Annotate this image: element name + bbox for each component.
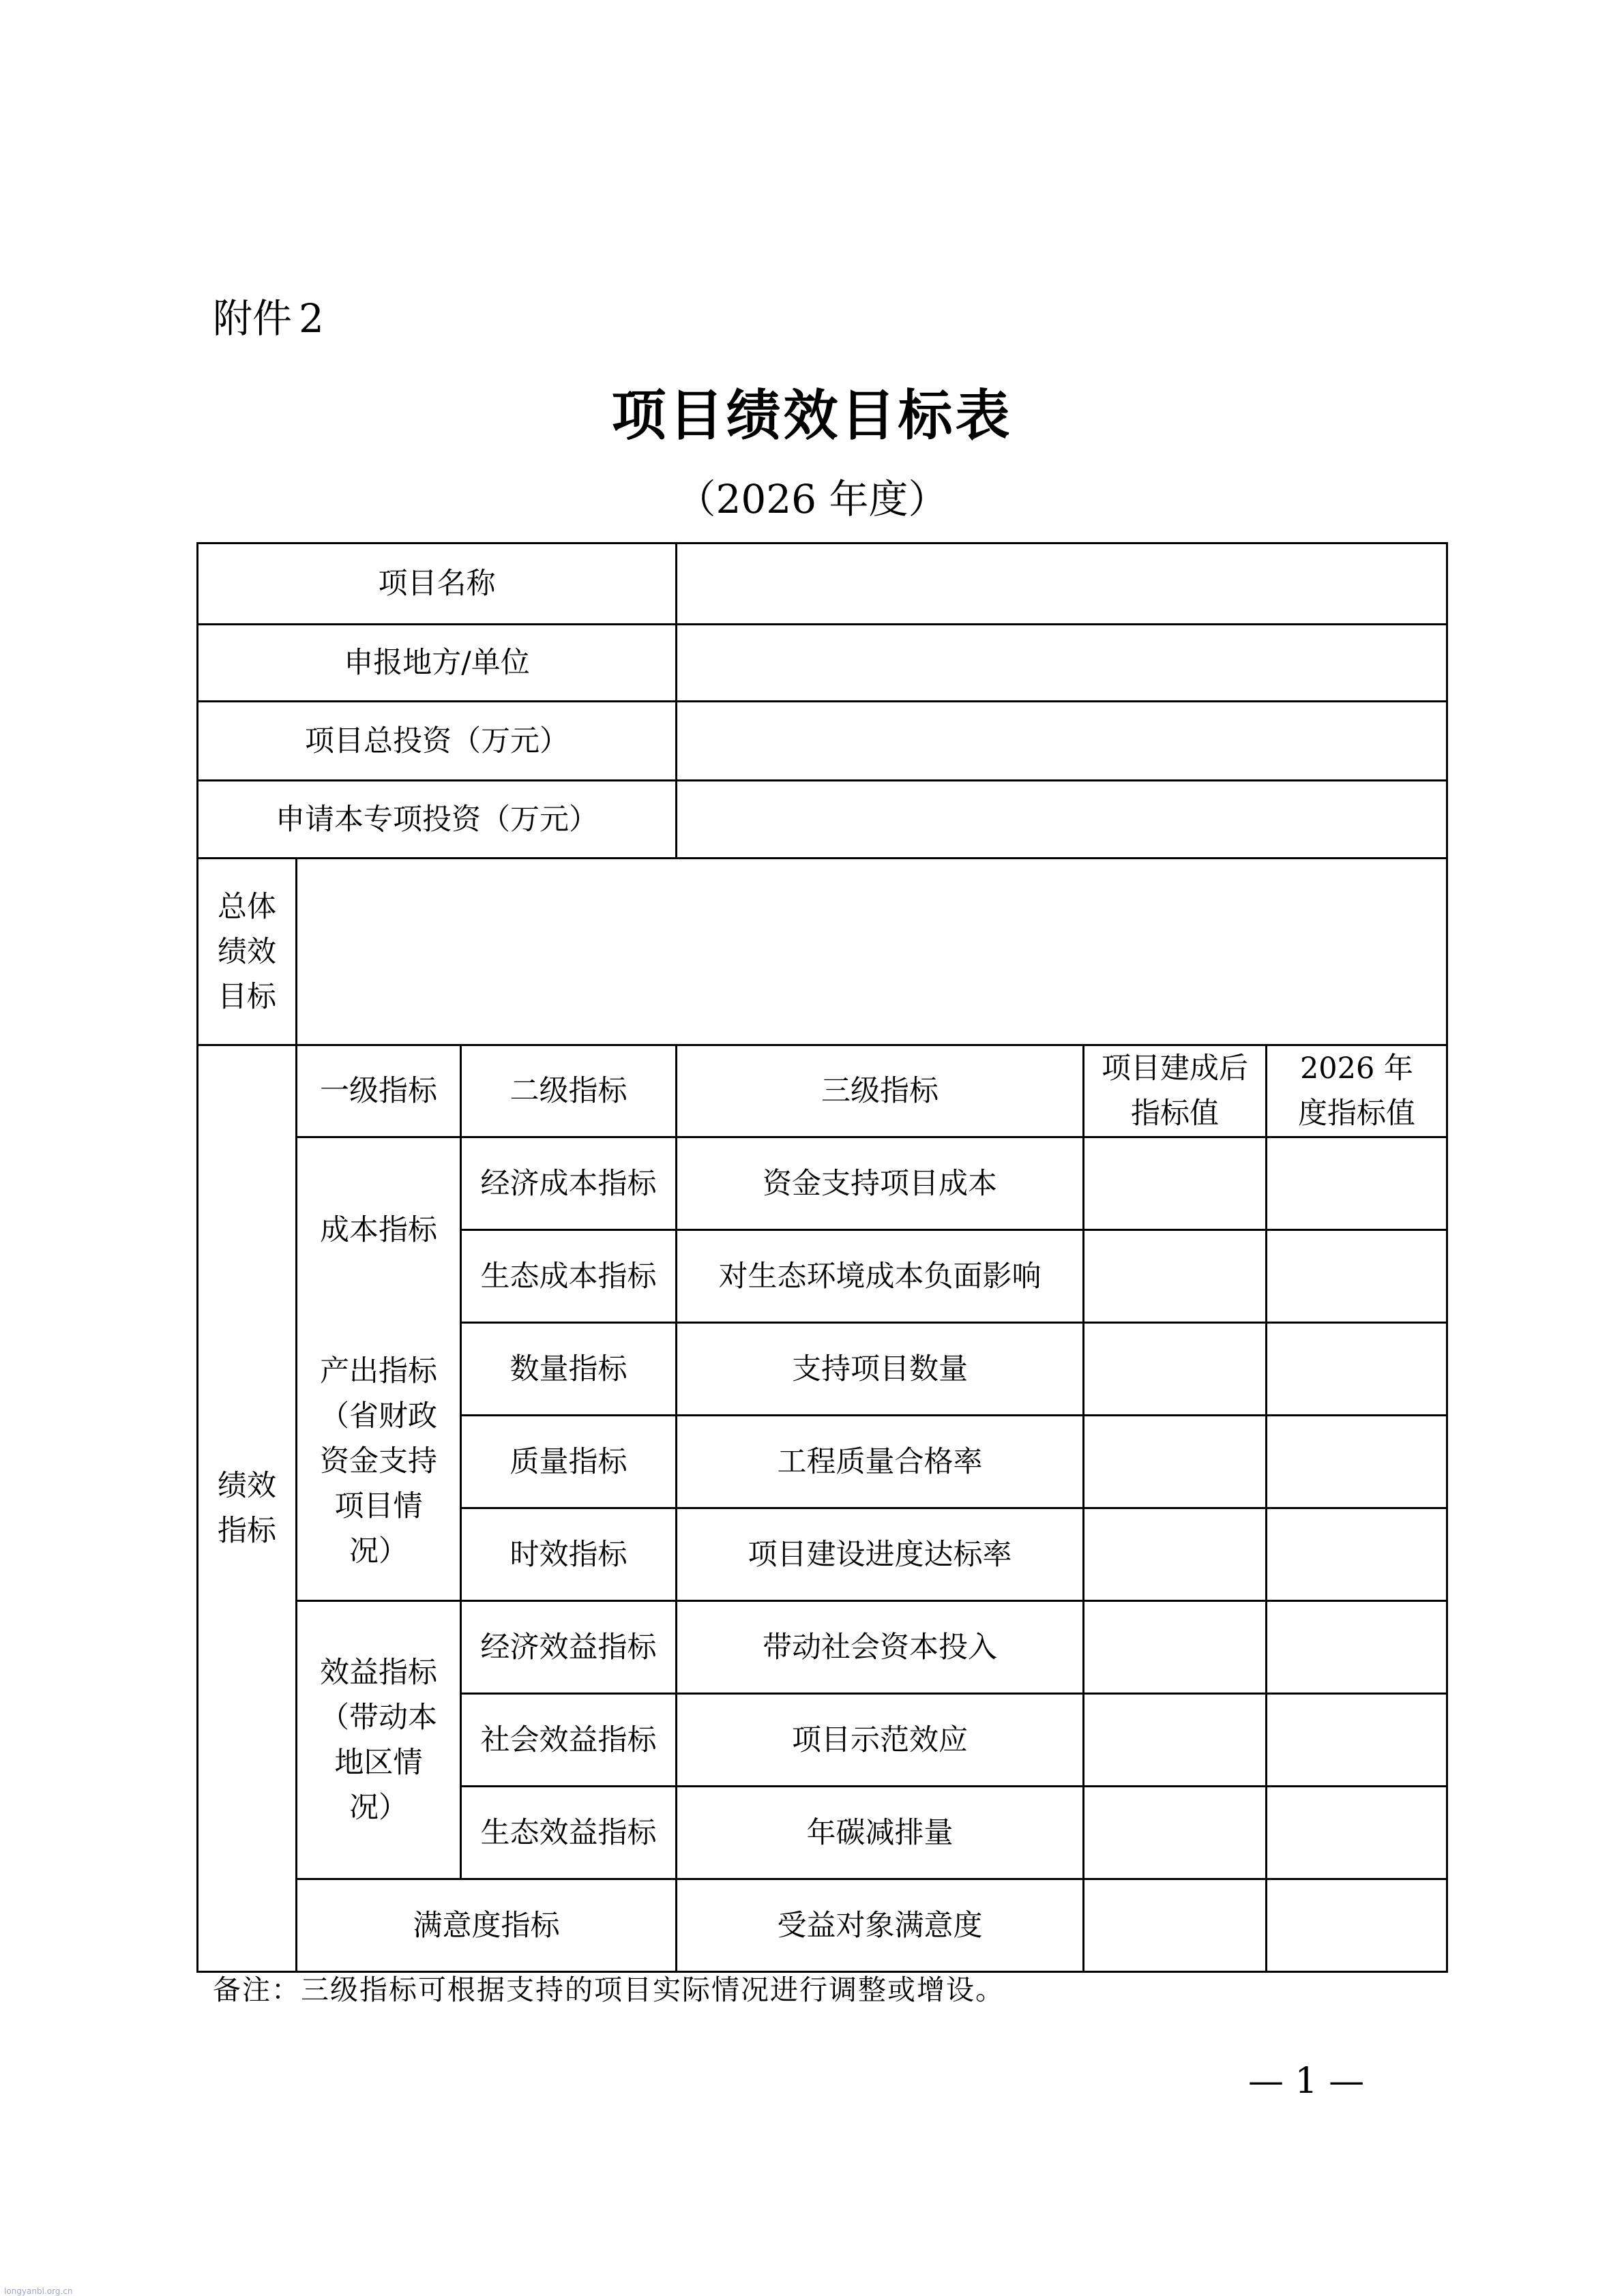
row-level2: 生态成本指标 — [461, 1230, 677, 1323]
row-year-value[interactable] — [1267, 1694, 1447, 1787]
attachment-label: 附件 2 — [213, 295, 324, 342]
header-level2: 二级指标 — [461, 1045, 677, 1137]
row-year-value[interactable] — [1267, 1879, 1447, 1972]
header-level3: 三级指标 — [677, 1045, 1084, 1137]
row-year-value[interactable] — [1267, 1508, 1447, 1601]
group-output: 产出指标（省财政资金支持项目情况） — [297, 1323, 461, 1601]
table-note: 备注：三级指标可根据支持的项目实际情况进行调整或增设。 — [213, 1973, 1005, 2006]
row-after-value[interactable] — [1084, 1694, 1267, 1787]
row-level3: 支持项目数量 — [677, 1323, 1084, 1416]
row-year-value[interactable] — [1267, 1416, 1447, 1508]
special-investment-label: 申请本专项投资（万元） — [198, 781, 677, 859]
page-number: — 1 — — [1248, 2061, 1365, 2102]
total-investment-label: 项目总投资（万元） — [198, 702, 677, 781]
total-investment-value[interactable] — [677, 702, 1447, 781]
row-level2: 质量指标 — [461, 1416, 677, 1508]
header-level1: 一级指标 — [297, 1045, 461, 1137]
row-level2: 经济成本指标 — [461, 1137, 677, 1230]
project-name-value[interactable] — [677, 543, 1447, 625]
footer-watermark: longyanbl.org.cn — [4, 2286, 73, 2296]
header-year-value: 2026 年度指标值 — [1267, 1045, 1447, 1137]
row-after-value[interactable] — [1084, 1137, 1267, 1230]
row-level2: 经济效益指标 — [461, 1601, 677, 1694]
overall-goal-value[interactable] — [297, 859, 1447, 1045]
overall-goal-label: 总体绩效目标 — [198, 859, 297, 1045]
row-level3: 带动社会资本投入 — [677, 1601, 1084, 1694]
row-level3: 年碳减排量 — [677, 1787, 1084, 1879]
row-level2: 时效指标 — [461, 1508, 677, 1601]
document-title: 项目绩效目标表 — [611, 384, 1013, 447]
row-level3: 工程质量合格率 — [677, 1416, 1084, 1508]
row-after-value[interactable] — [1084, 1508, 1267, 1601]
performance-section-label: 绩效指标 — [198, 1045, 297, 1972]
row-level3: 项目示范效应 — [677, 1694, 1084, 1787]
row-level3: 受益对象满意度 — [677, 1879, 1084, 1972]
row-level2: 数量指标 — [461, 1323, 677, 1416]
row-after-value[interactable] — [1084, 1879, 1267, 1972]
row-level3: 项目建设进度达标率 — [677, 1508, 1084, 1601]
attachment-number: 2 — [299, 295, 324, 342]
row-after-value[interactable] — [1084, 1416, 1267, 1508]
group-benefit: 效益指标（带动本地区情况） — [297, 1601, 461, 1879]
row-year-value[interactable] — [1267, 1137, 1447, 1230]
row-year-value[interactable] — [1267, 1787, 1447, 1879]
row-year-value[interactable] — [1267, 1323, 1447, 1416]
applicant-value[interactable] — [677, 625, 1447, 702]
row-after-value[interactable] — [1084, 1787, 1267, 1879]
applicant-label: 申报地方/单位 — [198, 625, 677, 702]
header-after-completion: 项目建成后指标值 — [1084, 1045, 1267, 1137]
row-year-value[interactable] — [1267, 1230, 1447, 1323]
row-after-value[interactable] — [1084, 1323, 1267, 1416]
row-year-value[interactable] — [1267, 1601, 1447, 1694]
row-level2: 生态效益指标 — [461, 1787, 677, 1879]
row-after-value[interactable] — [1084, 1601, 1267, 1694]
performance-table — [196, 542, 1448, 1973]
row-level3: 资金支持项目成本 — [677, 1137, 1084, 1230]
row-after-value[interactable] — [1084, 1230, 1267, 1323]
document-year: （2026 年度） — [676, 476, 948, 522]
row-level2: 社会效益指标 — [461, 1694, 677, 1787]
project-name-label: 项目名称 — [198, 543, 677, 625]
group-cost: 成本指标 — [297, 1137, 461, 1323]
group-satisfaction: 满意度指标 — [297, 1879, 677, 1972]
special-investment-value[interactable] — [677, 781, 1447, 859]
row-level3: 对生态环境成本负面影响 — [677, 1230, 1084, 1323]
